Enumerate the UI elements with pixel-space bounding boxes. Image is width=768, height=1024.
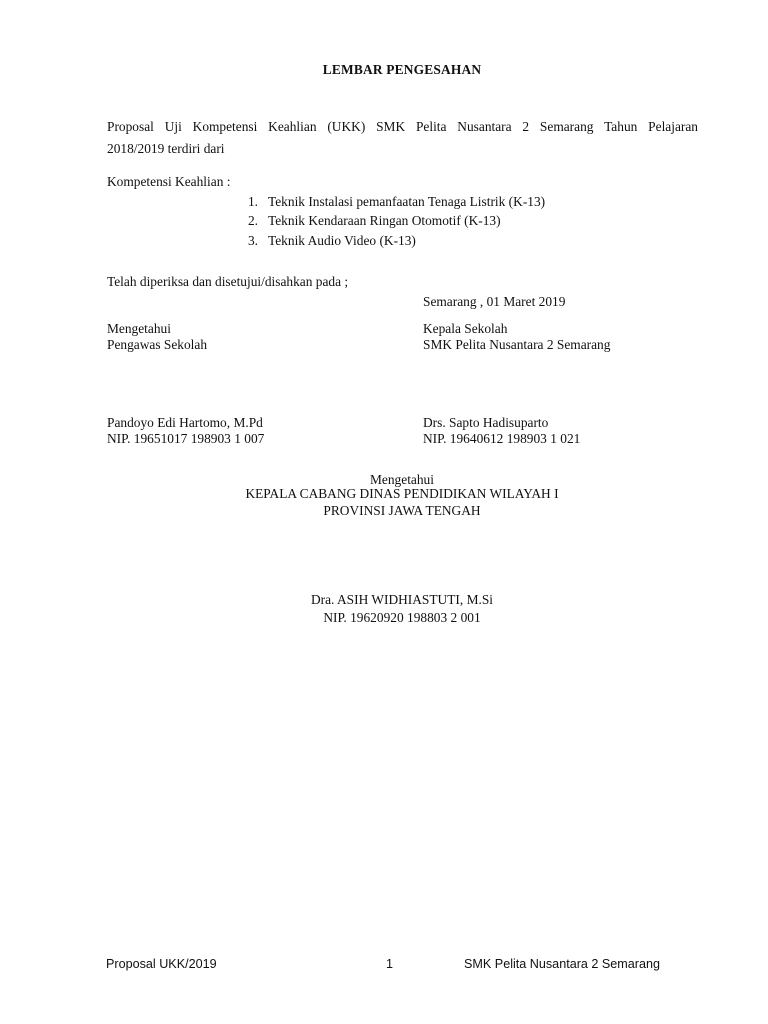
list-item-number: 1. [247, 194, 258, 209]
page-title: LEMBAR PENGESAHAN [322, 62, 482, 77]
right-signer-name: Drs. Sapto Hadisuparto [423, 415, 549, 430]
intro-paragraph-line1: Proposal Uji Kompetensi Keahlian (UKK) SMK Pelita Nusantara 2 Semarang Tahun Pelajaran [107, 119, 698, 134]
center-signer-line2: KEPALA CABANG DINAS PENDIDIKAN WILAYAH I [245, 486, 559, 501]
list-item: Teknik Kendaraan Ringan Otomotif (K-13) [268, 213, 501, 228]
right-signer-line2: SMK Pelita Nusantara 2 Semarang [423, 337, 611, 352]
center-signer-name: Dra. ASIH WIDHIASTUTI, M.Si [310, 592, 493, 607]
approval-text: Telah diperiksa dan disetujui/disahkan pada ; [107, 274, 349, 289]
center-signer-nip: NIP. 19620920 198803 2 001 [323, 610, 481, 625]
left-signer-line2: Pengawas Sekolah [107, 337, 208, 352]
left-signer-nip: NIP. 19651017 198903 1 007 [107, 431, 265, 446]
right-signer-nip: NIP. 19640612 198903 1 021 [423, 431, 581, 446]
list-item: Teknik Audio Video (K-13) [268, 233, 416, 248]
list-item-number: 3. [247, 233, 258, 248]
place-date: Semarang , 01 Maret 2019 [423, 294, 566, 309]
footer-left-text: Proposal UKK/2019 [106, 957, 217, 971]
competency-label: Kompetensi Keahlian : [107, 174, 231, 189]
intro-paragraph-line2: 2018/2019 terdiri dari [107, 141, 225, 156]
center-signer-line1: Mengetahui [370, 472, 434, 487]
left-signer-name: Pandoyo Edi Hartomo, M.Pd [107, 415, 263, 430]
left-signer-line1: Mengetahui [107, 321, 171, 336]
list-item-number: 2. [247, 213, 258, 228]
footer-page-number: 1 [386, 957, 394, 971]
center-signer-line3: PROVINSI JAWA TENGAH [323, 503, 481, 518]
footer-right-text: SMK Pelita Nusantara 2 Semarang [464, 957, 661, 971]
list-item: Teknik Instalasi pemanfaatan Tenaga Listrik (K-13) [268, 194, 546, 209]
right-signer-line1: Kepala Sekolah [423, 321, 508, 336]
